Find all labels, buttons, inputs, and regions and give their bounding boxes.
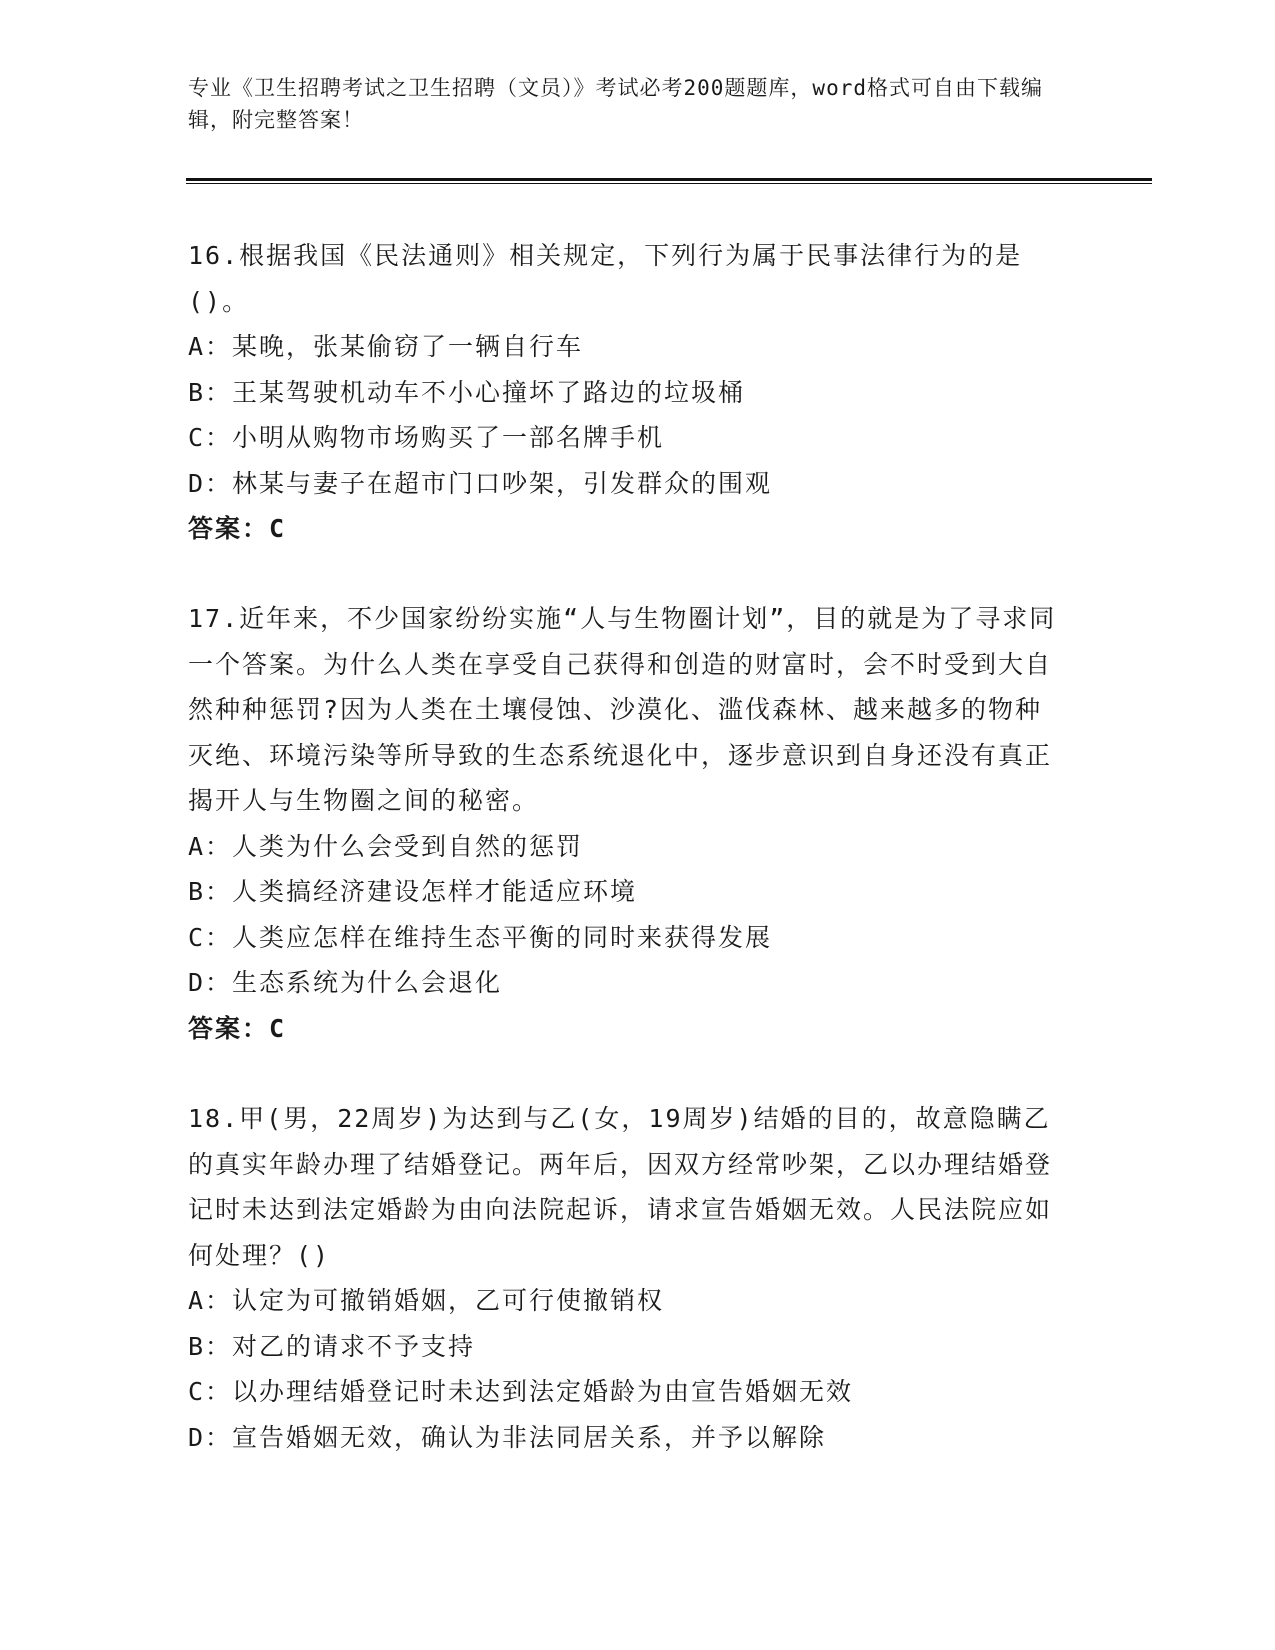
question-stem: 17.近年来，不少国家纷纷实施“人与生物圈计划”，目的就是为了寻求同一个答案。为什么人类在享受自己获得和创造的财富时，会不时受到大自然种种惩罚?因为人类在土壤侵蚀、沙漠化、滥伐森林、越来越多的物种灭绝、环境污染等所导致的生态系统退化中，逐步意识到自身还没有真正揭开人与生物圈之间的秘密。 [188, 604, 1057, 815]
option-a: A：某晚，张某偷窃了一辆自行车 [188, 332, 584, 361]
header-divider-thin [186, 183, 1152, 184]
question-17 [188, 596, 1068, 1051]
option-a: A：人类为什么会受到自然的惩罚 [188, 831, 584, 861]
option-c: C：小明从购物市场购买了一部名牌手机 [188, 423, 665, 452]
option-c: C：以办理结婚登记时未达到法定婚龄为由宣告婚姻无效 [188, 1377, 854, 1406]
question-stem: 16.根据我国《民法通则》相关规定，下列行为属于民事法律行为的是()。 [188, 241, 1023, 316]
option-b: B：人类搞经济建设怎样才能适应环境 [188, 877, 638, 906]
option-b: B：王某驾驶机动车不小心撞坏了路边的垃圾桶 [188, 377, 746, 407]
option-b: B：对乙的请求不予支持 [188, 1331, 476, 1361]
option-a: A：认定为可撤销婚姻，乙可行使撤销权 [188, 1286, 665, 1315]
header-divider-thick [186, 178, 1152, 181]
option-d: D：生态系统为什么会退化 [188, 968, 503, 997]
question-16 [188, 233, 1068, 552]
option-d: D：林某与妻子在超市门口吵架，引发群众的围观 [188, 468, 773, 498]
option-c: C：人类应怎样在维持生态平衡的同时来获得发展 [188, 922, 773, 952]
option-d: D：宣告婚姻无效，确认为非法同居关系，并予以解除 [188, 1422, 827, 1452]
document-header: 专业《卫生招聘考试之卫生招聘（文员）》考试必考200题题库，word格式可自由下载编辑，附完整答案！ [188, 76, 1043, 132]
answer-line: 答案：C [188, 514, 287, 543]
question-stem: 18.甲(男，22周岁)为达到与乙(女，19周岁)结婚的目的，故意隐瞒乙的真实年龄办理了结婚登记。两年后，因双方经常吵架，乙以办理结婚登记时未达到法定婚龄为由向法院起诉，请求宣告婚姻无效。人民法院应如何处理？() [188, 1104, 1053, 1270]
answer-line: 答案：C [188, 1013, 287, 1043]
question-18 [188, 1096, 1068, 1460]
